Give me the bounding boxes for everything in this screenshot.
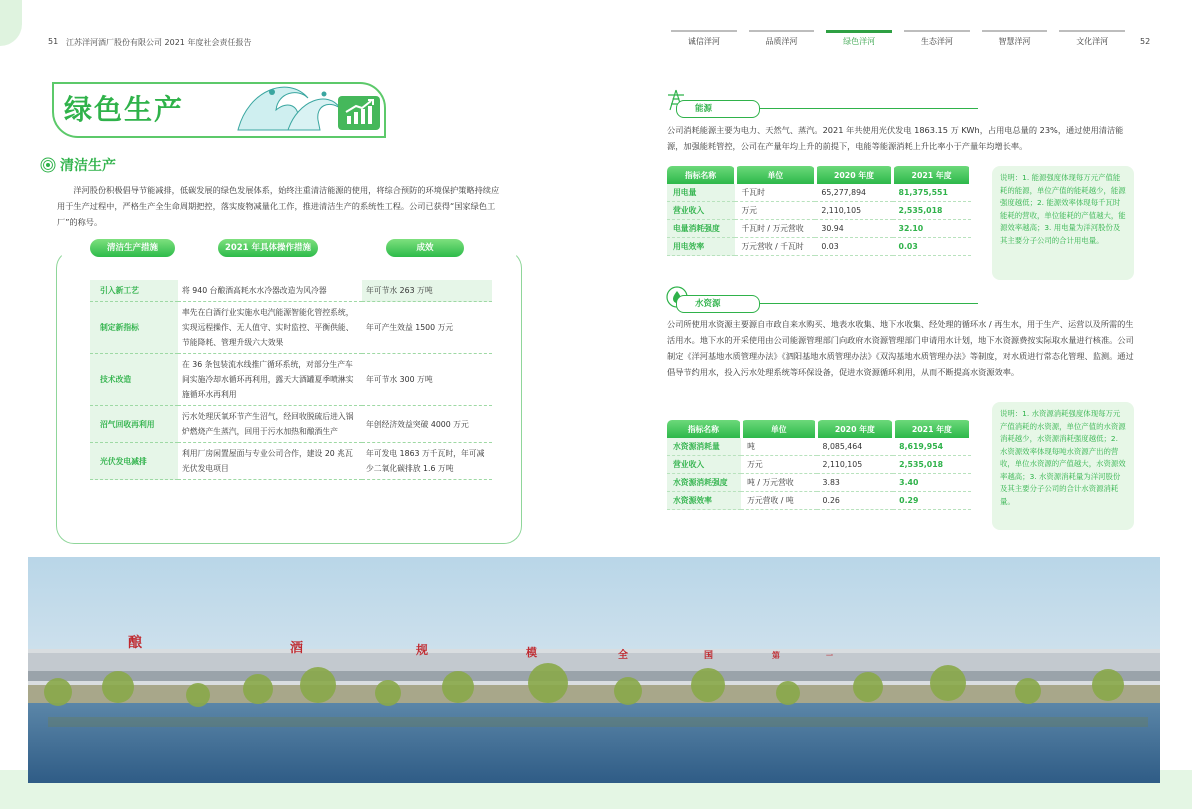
- metric-cell: 水资源消耗强度: [667, 474, 741, 492]
- tab-culture[interactable]: 文化洋河: [1053, 30, 1131, 50]
- col-header: 单位: [735, 166, 815, 184]
- photo-sign-7: 第: [772, 651, 780, 660]
- section-paragraph: 洋河股份积极倡导节能减排，低碳发展的绿色发展体系，始终注重清洁能源的使用，将综合预防的环境保护策略持续应用于生产过程中，严格生产全生命周期把控，落实废物减量化工作，推进清洁生产的系统性工程。公司已获得“国家绿色工厂”的称号。: [57, 185, 500, 227]
- factory-lake-photo: [28, 557, 1160, 783]
- measure-cell: 制定新指标: [90, 302, 178, 354]
- energy-title: 能源: [676, 100, 760, 118]
- metric-cell: 水资源消耗量: [667, 438, 741, 456]
- wave-illustration: [228, 70, 348, 136]
- result-cell: 年可节水 263 万吨: [362, 280, 492, 302]
- action-cell: 率先在白酒行业实施水电汽能源智能化管控系统，实现远程操作、无人值守、实时监控、平衡供能、节能降耗、管理升级六大效果: [178, 302, 362, 354]
- metric-cell: 营业收入: [667, 456, 741, 474]
- measure-cell: 光伏发电减排: [90, 443, 178, 480]
- action-cell: 在 36 条包装流水线推广循环系统，对部分生产车间实施冷却水循环再利用，露天大酒罐夏季喷淋实施循环水再利用: [178, 354, 362, 406]
- col-header: 2020 年度: [815, 166, 892, 184]
- unit-cell: 万元: [735, 202, 815, 220]
- table-header-row: [667, 166, 971, 184]
- table-row: [667, 184, 971, 202]
- photo-sign-2: 酒: [290, 641, 304, 656]
- table-header-row: [667, 420, 971, 438]
- measure-cell: 引入新工艺: [90, 280, 178, 302]
- metric-cell: 水资源效率: [667, 492, 741, 510]
- value-2020: 65,277,894: [815, 184, 892, 202]
- metric-cell: 用电效率: [667, 238, 735, 256]
- table-row: [90, 354, 492, 406]
- water-title: 水资源: [676, 295, 760, 313]
- table-row: [667, 474, 971, 492]
- photo-sign-6: 国: [704, 651, 714, 661]
- col-header: 单位: [741, 420, 816, 438]
- left-page-number: 51: [48, 37, 59, 46]
- tab-ecology[interactable]: 生态洋河: [898, 30, 976, 50]
- photo-sign-4: 模: [526, 646, 537, 659]
- energy-table: [667, 166, 972, 256]
- tab-smart[interactable]: 智慧洋河: [976, 30, 1054, 50]
- clean-production-table: [90, 280, 492, 480]
- table-row: [667, 220, 971, 238]
- tab-quality[interactable]: 品质洋河: [743, 30, 821, 50]
- value-2020: 3.83: [817, 474, 894, 492]
- water-note: 说明：1. 水资源消耗强度体现每万元产值消耗的水资源，单位产值的水资源消耗越少，水资源消耗强度越低；2. 水资源效率体现每吨水资源产出的营收，单位水资源的产值越大，水资源效率越高；3. 水资源消耗量为洋河股份及其主要分子公司的合计水资源消耗量。: [992, 402, 1134, 530]
- report-title: 江苏洋河酒厂股份有限公司 2021 年度社会责任报告: [66, 38, 252, 47]
- result-cell: 年可产生效益 1500 万元: [362, 302, 492, 354]
- table-row: [667, 238, 971, 256]
- unit-cell: 万元: [741, 456, 816, 474]
- header-result: 成效: [386, 239, 464, 257]
- col-header: 指标名称: [667, 166, 735, 184]
- photo-sign-1: 酿: [128, 635, 142, 651]
- header-action: 2021 年具体操作措施: [218, 239, 318, 257]
- table-row: [90, 302, 492, 354]
- water-paragraph: 公司所使用水资源主要源自市政自来水购买、地表水收集、地下水收集、经处理的循环水 / 再生水，用于生产、运营以及所需的生活用水。地下水的开采使用由公司能源管理部门向政府水资源管理部门申请用水计划，地下水资源费按实际取水量进行核准。公司制定《洋河基地水质管理办法》《泗阳基地水质管理办法》《双沟基地水质管理办法》等制度，对水质进行常态化管理、监测。通过倡导节约用水，投入污水处理系统等环保设备，促进水资源循环利用，从而不断提高水资源效率。: [667, 319, 1134, 377]
- water-table: [667, 420, 972, 510]
- metric-cell: 用电量: [667, 184, 735, 202]
- col-header: 指标名称: [667, 420, 741, 438]
- section-tabs: [665, 30, 1131, 50]
- value-2021: 32.10: [893, 220, 971, 238]
- table-row: [90, 280, 492, 302]
- col-header: 2021 年度: [893, 420, 970, 438]
- action-cell: 利用厂房闲置屋面与专业公司合作，建设 20 兆瓦光伏发电项目: [178, 443, 362, 480]
- growth-chart-icon: [338, 96, 380, 130]
- table-row: [667, 456, 971, 474]
- col-header: 2020 年度: [817, 420, 894, 438]
- value-2021: 0.03: [893, 238, 971, 256]
- value-2021: 2,535,018: [893, 202, 971, 220]
- metric-cell: 电量消耗强度: [667, 220, 735, 238]
- measure-cell: 沼气回收再利用: [90, 406, 178, 443]
- page-title: 绿色生产: [64, 93, 185, 126]
- photo-sign-5: 全: [618, 650, 628, 661]
- action-cell: 将 940 台酿酒高耗水水冷器改造为风冷器: [178, 280, 362, 302]
- unit-cell: 吨: [741, 438, 816, 456]
- action-cell: 污水处理厌氧环节产生沼气，经回收脱硫后进入锅炉燃烧产生蒸汽，回用于污水加热和酿酒生产: [178, 406, 362, 443]
- col-header: 2021 年度: [893, 166, 971, 184]
- value-2020: 0.03: [815, 238, 892, 256]
- unit-cell: 千瓦时: [735, 184, 815, 202]
- table-row: [667, 202, 971, 220]
- value-2021: 2,535,018: [893, 456, 970, 474]
- table-row: [90, 406, 492, 443]
- unit-cell: 千瓦时 / 万元营收: [735, 220, 815, 238]
- photo-sign-3: 规: [416, 643, 429, 657]
- value-2020: 2,110,105: [815, 202, 892, 220]
- value-2020: 2,110,105: [817, 456, 894, 474]
- tab-green[interactable]: 绿色洋河: [820, 30, 898, 50]
- value-2020: 8,085,464: [817, 438, 894, 456]
- value-2021: 81,375,551: [893, 184, 971, 202]
- result-cell: 年可发电 1863 万千瓦时，年可减少二氧化碳排放 1.6 万吨: [362, 443, 492, 480]
- table-row: [667, 438, 971, 456]
- energy-paragraph: 公司消耗能源主要为电力、天然气、蒸汽。2021 年共使用光伏发电 1863.15 万 KWh，占用电总量的 23%，通过使用清洁能源，加强能耗管控，公司在产量年均上升的前提下，电能等能源消耗上升比率小于产量年均增长率。: [667, 125, 1124, 151]
- table-row: [667, 492, 971, 510]
- value-2021: 3.40: [893, 474, 970, 492]
- value-2020: 30.94: [815, 220, 892, 238]
- table-row: [90, 443, 492, 480]
- measure-cell: 技术改造: [90, 354, 178, 406]
- right-page-number: 52: [1140, 37, 1151, 46]
- header-measure: 清洁生产措施: [90, 239, 175, 257]
- page-corner-decoration: [0, 0, 22, 46]
- target-icon: [40, 157, 56, 173]
- result-cell: 年可节水 300 万吨: [362, 354, 492, 406]
- energy-note: 说明：1. 能源强度体现每万元产值能耗的能源，单位产值的能耗越少，能源强度越低；2. 能源效率体现每千瓦时能耗的营收，单位能耗的产值越大，能源效率越高；3. 用电量为洋河股份及其主要分子公司的合计用电量。: [992, 166, 1134, 280]
- metric-cell: 营业收入: [667, 202, 735, 220]
- section-title: 清洁生产: [60, 158, 116, 174]
- value-2020: 0.26: [817, 492, 894, 510]
- photo-sign-8: 一: [826, 652, 833, 660]
- tab-integrity[interactable]: 诚信洋河: [665, 30, 743, 50]
- unit-cell: 万元营收 / 千瓦时: [735, 238, 815, 256]
- value-2021: 8,619,954: [893, 438, 970, 456]
- unit-cell: 吨 / 万元营收: [741, 474, 816, 492]
- value-2021: 0.29: [893, 492, 970, 510]
- unit-cell: 万元营收 / 吨: [741, 492, 816, 510]
- result-cell: 年创经济效益突破 4000 万元: [362, 406, 492, 443]
